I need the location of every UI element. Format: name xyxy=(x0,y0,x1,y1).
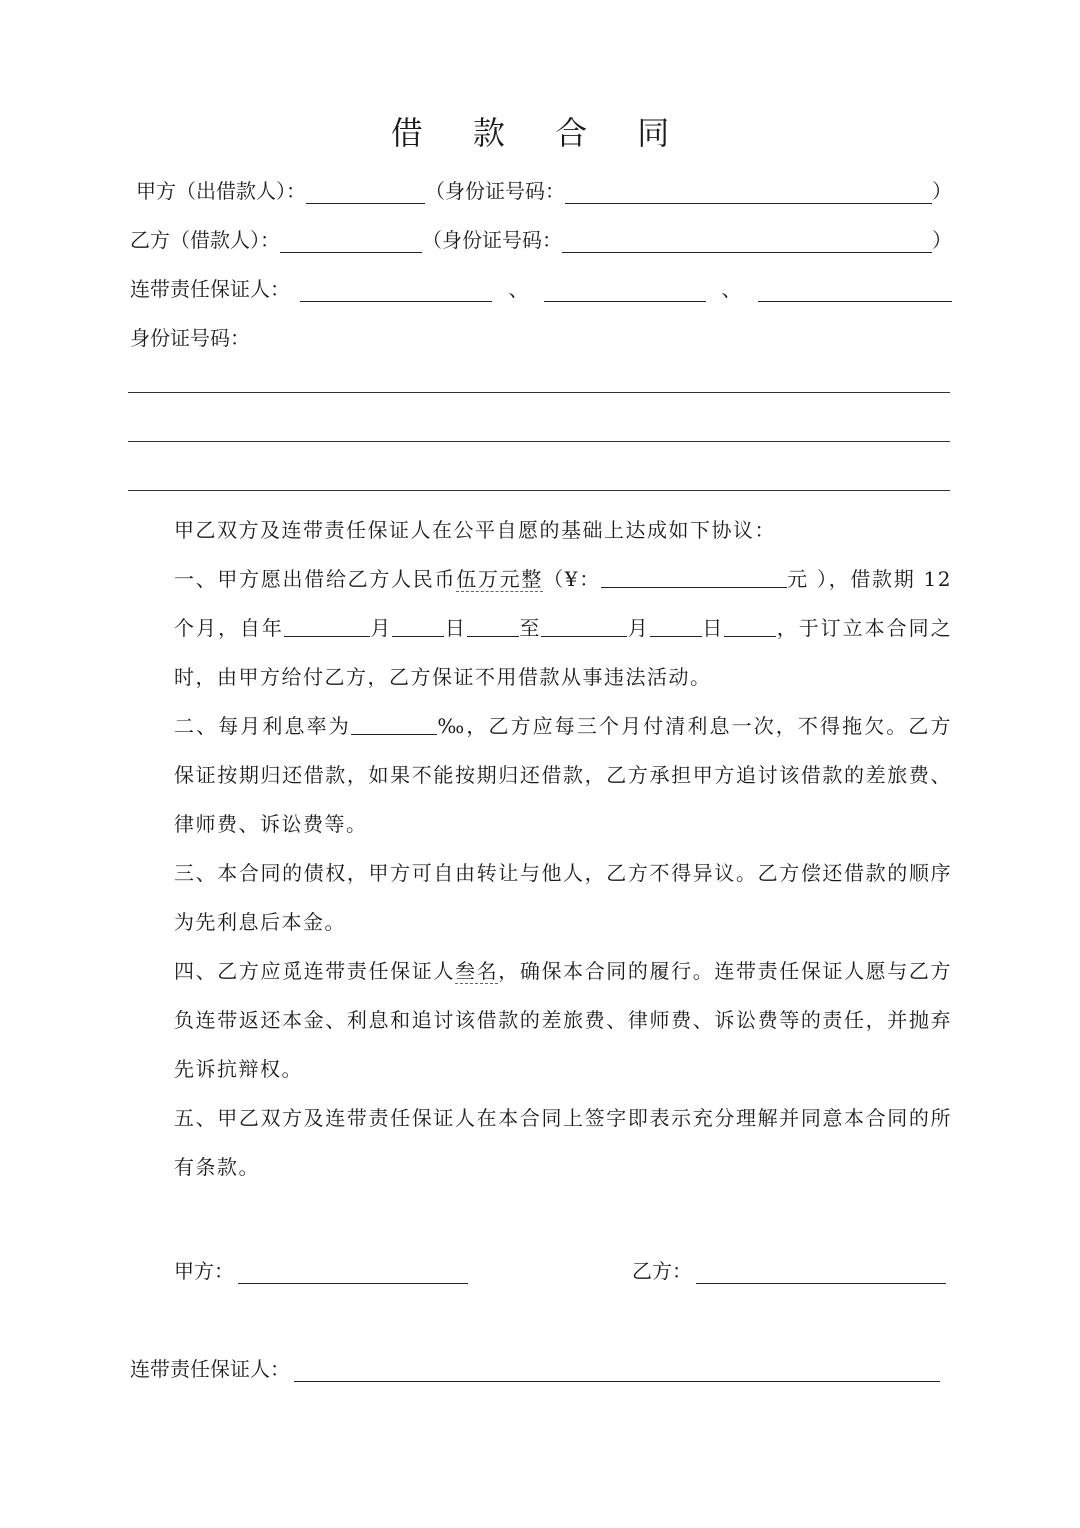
clause-1-text-c: 元 ），借款期 12 个月，自年 xyxy=(174,567,952,640)
lender-id-label: （身份证号码： xyxy=(425,179,566,203)
guarantor-2-blank[interactable] xyxy=(544,277,705,302)
intro-text: 甲乙双方及连带责任保证人在公平自愿的基础上达成如下协议： xyxy=(174,518,776,542)
guarantor-label: 连带责任保证人： xyxy=(130,277,290,301)
clause-5-text: 五、甲乙双方及连带责任保证人在本合同上签字即表示充分理解并同意本合同的所有条款。 xyxy=(174,1106,952,1179)
separator-2: 、 xyxy=(721,277,742,301)
interest-rate-blank[interactable] xyxy=(351,712,437,735)
start-day-blank[interactable] xyxy=(467,614,519,637)
loan-amount-words: 伍万元整 xyxy=(456,567,544,591)
lender-id-blank[interactable] xyxy=(565,179,932,204)
start-day-label: 日 xyxy=(444,616,467,640)
borrower-row xyxy=(130,217,952,253)
party-b-signature-label: 乙方： xyxy=(632,1259,692,1283)
end-day-blank[interactable] xyxy=(724,614,776,637)
end-year-blank[interactable] xyxy=(541,614,627,637)
guarantor-signature-label: 连带责任保证人： xyxy=(130,1357,290,1381)
guarantor-id-label: 身份证号码： xyxy=(130,326,250,350)
guarantor-row xyxy=(130,266,952,302)
clause-3 xyxy=(130,849,952,947)
lender-label: 甲方（出借款人）： xyxy=(136,179,306,203)
party-a-signature-blank[interactable] xyxy=(238,1259,468,1284)
intro-paragraph xyxy=(130,506,952,555)
guarantor-id-line-3[interactable] xyxy=(128,490,950,491)
start-month-blank[interactable] xyxy=(392,614,444,637)
borrower-label: 乙方（借款人）： xyxy=(130,228,280,252)
guarantor-id-line-1[interactable] xyxy=(128,392,950,393)
clause-4-text-c: ，确保本合同的履行。连带责任保证人愿与乙方负连带返还本金、利息和追讨该借款的差旅费、律师费、诉讼费等的责任，并抛弃先诉抗辩权。 xyxy=(174,959,953,1081)
end-month-label: 月 xyxy=(627,616,650,640)
end-month-blank[interactable] xyxy=(650,614,702,637)
borrower-name-blank[interactable] xyxy=(280,228,422,253)
lender-name-blank[interactable] xyxy=(306,179,425,204)
guarantor-1-blank[interactable] xyxy=(300,277,492,302)
guarantor-3-blank[interactable] xyxy=(758,277,952,302)
clause-3-text: 三、本合同的债权，甲方可自由转让与他人，乙方不得异议。乙方偿还借款的顺序为先利息后本金。 xyxy=(174,861,952,934)
guarantor-signature-blank[interactable] xyxy=(294,1357,940,1382)
guarantor-id-line-2[interactable] xyxy=(128,441,950,442)
party-b-signature xyxy=(632,1248,946,1284)
clause-4 xyxy=(130,947,952,1094)
guarantor-signature xyxy=(130,1346,940,1382)
separator-1: 、 xyxy=(508,277,529,301)
start-month-label: 月 xyxy=(369,616,393,640)
clause-1-text-d: ，于订立本合同之时，由甲方给付乙方，乙方保证不用借款从事违法活动。 xyxy=(174,616,953,689)
lender-row xyxy=(130,168,952,204)
clause-2 xyxy=(130,702,952,849)
party-b-signature-blank[interactable] xyxy=(696,1259,946,1284)
borrower-id-label: （身份证号码： xyxy=(422,228,562,252)
to-label: 至 xyxy=(518,616,542,640)
guarantor-count: 叁名 xyxy=(455,959,499,983)
loan-amount-figure-blank[interactable] xyxy=(601,565,787,588)
clause-5 xyxy=(130,1094,952,1192)
guarantor-id-row xyxy=(130,315,952,351)
end-day-label: 日 xyxy=(701,616,725,640)
party-a-signature xyxy=(174,1248,468,1284)
start-year-blank[interactable] xyxy=(284,614,370,637)
lender-id-close: ） xyxy=(932,179,952,203)
clause-2-text-a: 二、每月利息率为 xyxy=(174,714,351,738)
clause-1 xyxy=(130,555,952,702)
clause-1-text-b: （¥： xyxy=(543,567,601,591)
borrower-id-close: ） xyxy=(932,228,952,252)
clause-2-text-b: ‰，乙方应每三个月付清利息一次，不得拖欠。乙方保证按期归还借款，如果不能按期归还借款，乙方承担甲方追讨该借款的差旅费、律师费、诉讼费等。 xyxy=(174,714,953,836)
clause-1-text-a: 一、甲方愿出借给乙方人民币 xyxy=(174,567,457,591)
borrower-id-blank[interactable] xyxy=(562,228,932,253)
clause-4-text-a: 四、乙方应觅连带责任保证人 xyxy=(174,959,455,983)
party-a-signature-label: 甲方： xyxy=(174,1259,234,1283)
document-title: 借 款 合 同 xyxy=(390,114,690,152)
